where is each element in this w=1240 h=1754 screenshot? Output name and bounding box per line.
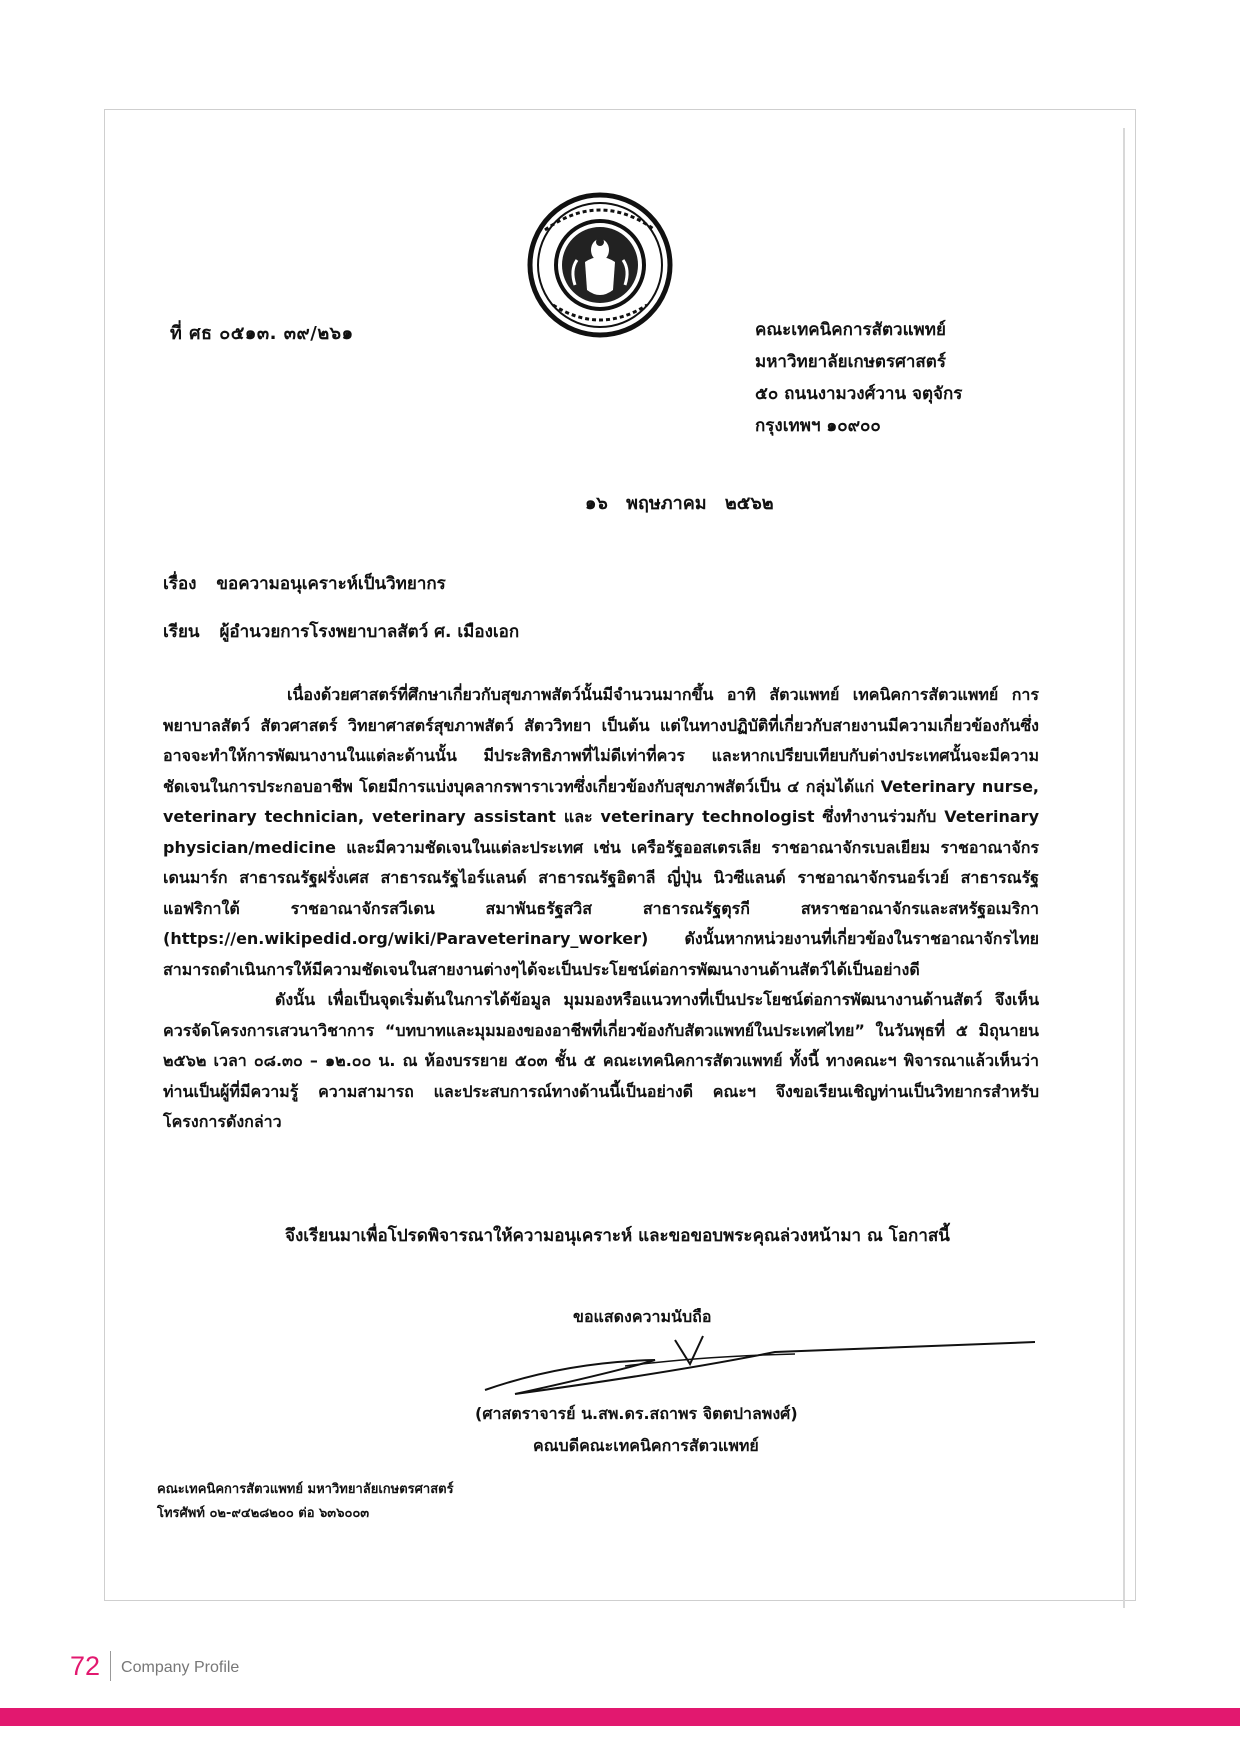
footer-label: Company Profile bbox=[121, 1659, 240, 1676]
page-footer bbox=[70, 1650, 239, 1682]
salutation-text: ผู้อำนวยการโรงพยาบาลสัตว์ ศ. เมืองเอก bbox=[219, 622, 520, 642]
salutation-label: เรียน bbox=[163, 622, 200, 642]
address-line: คณะเทคนิคการสัตวแพทย์ bbox=[755, 320, 946, 340]
footer-phone: โทรศัพท์ ๐๒-๙๔๒๘๒๐๐ ต่อ ๖๓๖๐๐๓ bbox=[157, 1506, 370, 1521]
address-line: กรุงเทพฯ ๑๐๙๐๐ bbox=[755, 416, 881, 436]
footer-organization: คณะเทคนิคการสัตวแพทย์ มหาวิทยาลัยเกษตรศาสตร์ bbox=[157, 1482, 454, 1497]
subject-text: ขอความอนุเคราะห์เป็นวิทยากร bbox=[216, 574, 446, 594]
regards-text: ขอแสดงความนับถือ bbox=[573, 1307, 712, 1326]
reference-number: ที่ ศธ ๐๕๑๓. ๓๙/๒๖๑ bbox=[170, 323, 354, 344]
subject-line bbox=[163, 570, 446, 597]
signer-name: (ศาสตราจารย์ น.สพ.ดร.สถาพร จิตตปาลพงศ์) bbox=[475, 1404, 798, 1423]
address-line: มหาวิทยาลัยเกษตรศาสตร์ bbox=[755, 352, 946, 372]
university-seal-icon bbox=[525, 190, 675, 340]
subject-label: เรื่อง bbox=[163, 574, 197, 594]
letter-body bbox=[163, 680, 1039, 1138]
salutation-line bbox=[163, 618, 519, 645]
handwritten-signature bbox=[475, 1332, 1035, 1402]
bottom-accent-bar bbox=[0, 1708, 1240, 1726]
page-number: 72 bbox=[70, 1650, 101, 1681]
scan-edge-shadow bbox=[1123, 128, 1125, 1608]
address-line: ๕๐ ถนนงามวงศ์วาน จตุจักร bbox=[755, 384, 963, 404]
body-paragraph-1: เนื่องด้วยศาสตร์ที่ศึกษาเกี่ยวกับสุขภาพสัตว์นั้นมีจำนวนมากขึ้น อาทิ สัตวแพทย์ เทคนิคการสัตวแพทย์ การพยาบาลสัตว์ สัตวศาสตร์ วิทยาศาสตร์สุขภาพสัตว์ สัตววิทยา เป็นต้น แต่ในทางปฏิบัติที่เกี่ยวกับสายงานมีความเกี่ยวข้องกันซึ่งอาจจะทำให้การพัฒนางานในแต่ละด้านนั้น มีประสิทธิภาพที่ไม่ดีเท่าที่ควร และหากเปรียบเทียบกับต่างประเทศนั้นจะมีความชัดเจนในการประกอบอาชีพ โดยมีการแบ่งบุคลากรพาราเวทซึ่งเกี่ยวข้องกับสุขภาพสัตว์เป็น ๔ กลุ่มได้แก่ Veterinary nurse, veterinary technician, veterinary assistant และ veterinary technologist ซึ่งทำงานร่วมกับ Veterinary physician/medicine และมีความชัดเจนในแต่ละประเทศ เช่น เครือรัฐออสเตรเลีย ราชอาณาจักรเบลเยียม ราชอาณาจักรเดนมาร์ก สาธารณรัฐฝรั่งเศส สาธารณรัฐไอร์แลนด์ สาธารณรัฐอิตาลี ญี่ปุ่น นิวซีแลนด์ ราชอาณาจักรนอร์เวย์ สาธารณรัฐแอฟริกาใต้ ราชอาณาจักรสวีเดน สมาพันธรัฐสวิส สาธารณรัฐตุรกี สหราชอาณาจักรและสหรัฐอเมริกา (https://en.wikipedid.org/wiki/Paraveterinary_worker) ดังนั้นหากหน่วยงานที่เกี่ยวข้องในราชอาณาจักรไทยสามารถดำเนินการให้มีความชัดเจนในสายงานต่างๆได้จะเป็นประโยชน์ต่อการพัฒนางานด้านสัตว์ได้เป็นอย่างดี bbox=[163, 685, 1039, 979]
scanned-letter bbox=[104, 109, 1136, 1601]
letter-date: ๑๖ พฤษภาคม ๒๕๖๒ bbox=[585, 493, 774, 514]
sender-address bbox=[755, 314, 962, 442]
footer-divider bbox=[110, 1651, 111, 1681]
body-paragraph-2: ดังนั้น เพื่อเป็นจุดเริ่มต้นในการได้ข้อมูล มุมมองหรือแนวทางที่เป็นประโยชน์ต่อการพัฒนางานด้านสัตว์ จึงเห็นควรจัดโครงการเสวนาวิชาการ “บทบาทและมุมมองของอาชีพที่เกี่ยวข้องกับสัตวแพทย์ในประเทศไทย” ในวันพุธที่ ๕ มิถุนายน ๒๕๖๒ เวลา ๐๘.๓๐ – ๑๒.๐๐ น. ณ ห้องบรรยาย ๕๐๓ ชั้น ๕ คณะเทคนิคการสัตวแพทย์ ทั้งนี้ ทางคณะฯ พิจารณาแล้วเห็นว่าท่านเป็นผู้ที่มีความรู้ ความสามารถ และประสบการณ์ทางด้านนี้เป็นอย่างดี คณะฯ จึงขอเรียนเชิญท่านเป็นวิทยากรสำหรับโครงการดังกล่าว bbox=[163, 990, 1039, 1131]
signer-title: คณบดีคณะเทคนิคการสัตวแพทย์ bbox=[533, 1436, 759, 1455]
letter-footer bbox=[157, 1478, 454, 1526]
closing-sentence: จึงเรียนมาเพื่อโปรดพิจารณาให้ความอนุเคราะห์ และขอขอบพระคุณล่วงหน้ามา ณ โอกาสนี้ bbox=[285, 1226, 950, 1246]
